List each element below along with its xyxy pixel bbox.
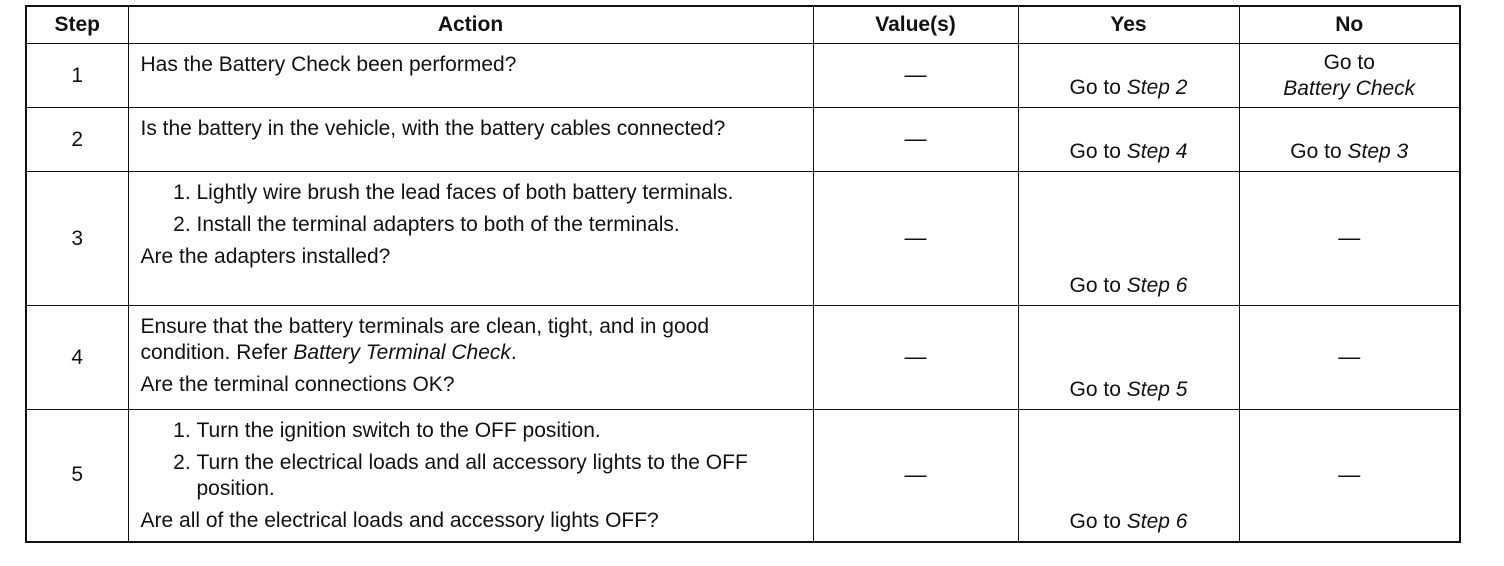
action-question: Are the terminal connections OK? [140, 373, 455, 396]
action-text: Ensure that the battery terminals are clean, tight, and in good condition. Refer [140, 315, 710, 364]
step-number: 4 [26, 306, 128, 410]
yes-prefix: Go to [1069, 140, 1127, 163]
yes-cell [1018, 172, 1239, 306]
step-number: 2 [26, 108, 128, 172]
no-dash: — [1338, 344, 1361, 369]
value-cell [813, 172, 1018, 306]
yes-prefix: Go to [1069, 378, 1127, 401]
yes-cell [1018, 108, 1239, 172]
action-question: Are the adapters installed? [140, 245, 391, 268]
no-cell [1239, 306, 1460, 410]
header-values: Value(s) [813, 6, 1018, 44]
value-dash: — [904, 344, 927, 369]
value-dash: — [904, 62, 927, 87]
header-row [26, 6, 1460, 44]
header-yes: Yes [1018, 6, 1239, 44]
action-cell [128, 172, 813, 306]
step-number: 5 [26, 410, 128, 542]
value-cell [813, 410, 1018, 542]
action-text-end: . [510, 341, 517, 364]
yes-target-link[interactable]: Step 5 [1126, 378, 1188, 401]
action-question: Are all of the electrical loads and accessory lights OFF? [140, 509, 659, 532]
value-dash: — [904, 126, 927, 151]
yes-target-link[interactable]: Step 4 [1126, 140, 1188, 163]
no-prefix: Go to [1323, 50, 1375, 74]
table-row [26, 44, 1460, 108]
action-list [141, 180, 801, 238]
table-row [26, 306, 1460, 410]
yes-target-link[interactable]: Step 2 [1126, 76, 1188, 99]
header-action: Action [128, 6, 813, 44]
action-text-block [141, 314, 801, 366]
action-cell [128, 410, 813, 542]
action-cell [128, 44, 813, 108]
value-cell [813, 44, 1018, 108]
yes-prefix: Go to [1069, 76, 1127, 99]
action-text: Is the battery in the vehicle, with the battery cables connected? [140, 117, 726, 140]
yes-prefix: Go to [1069, 509, 1127, 533]
action-list-item: 2. Turn the electrical loads and all accessory lights to the OFF position. [197, 450, 801, 502]
action-list-item: 1. Lightly wire brush the lead faces of both battery terminals. [197, 180, 801, 206]
value-dash: — [904, 461, 927, 487]
yes-prefix: Go to [1069, 274, 1127, 297]
yes-cell [1018, 306, 1239, 410]
diagnostic-table [25, 5, 1461, 543]
step-number: 1 [26, 44, 128, 108]
no-dash: — [1338, 225, 1361, 250]
header-no: No [1239, 6, 1460, 44]
no-target-link[interactable]: Step 3 [1347, 140, 1409, 163]
action-reference-link[interactable]: Battery Terminal Check [293, 341, 511, 364]
action-cell [128, 108, 813, 172]
value-cell [813, 108, 1018, 172]
action-text: Has the Battery Check been performed? [140, 53, 517, 76]
table-row [26, 410, 1460, 542]
value-cell [813, 306, 1018, 410]
action-list [141, 418, 801, 502]
value-dash: — [904, 225, 927, 250]
no-dash: — [1338, 461, 1361, 487]
action-cell [128, 306, 813, 410]
action-list-item: 2. Install the terminal adapters to both of the terminals. [197, 212, 801, 238]
no-cell [1239, 108, 1460, 172]
action-list-item: 1. Turn the ignition switch to the OFF position. [197, 418, 801, 444]
no-prefix: Go to [1290, 140, 1348, 163]
no-cell [1239, 44, 1460, 108]
table-row [26, 108, 1460, 172]
yes-cell [1018, 44, 1239, 108]
no-cell [1239, 172, 1460, 306]
yes-cell [1018, 410, 1239, 542]
step-number: 3 [26, 172, 128, 306]
header-step: Step [26, 6, 128, 44]
table-row [26, 172, 1460, 306]
yes-target-link[interactable]: Step 6 [1126, 509, 1188, 533]
no-cell [1239, 410, 1460, 542]
no-target-link[interactable]: Battery Check [1283, 76, 1416, 100]
yes-target-link[interactable]: Step 6 [1126, 274, 1188, 297]
